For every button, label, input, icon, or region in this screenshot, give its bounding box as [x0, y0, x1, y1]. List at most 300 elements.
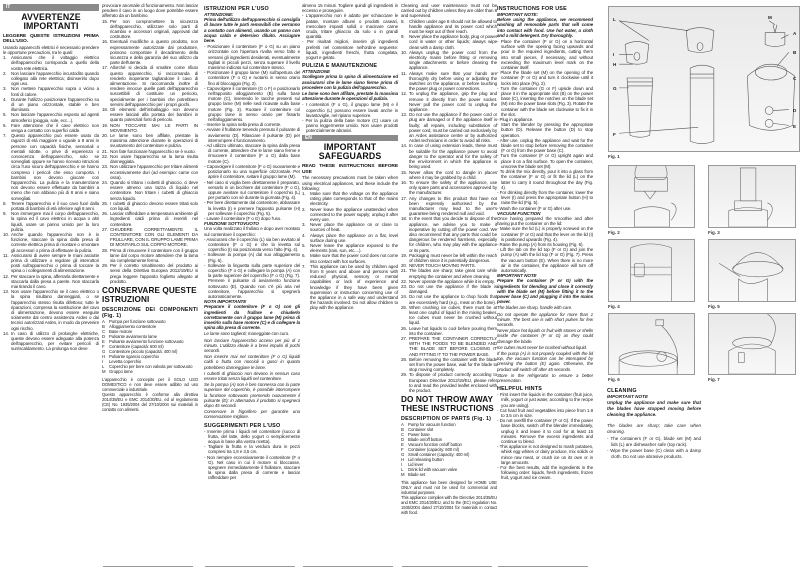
item-text: To dispose of product correctly according to European Directive 2012/19/EU, please refer to and read the provided leaflet enclosed with the product. — [409, 372, 497, 394]
part-letter: D — [102, 333, 106, 339]
numbered-item — [3, 211, 99, 232]
item-text: Always place the appliance on a flat, level surface during use. — [310, 232, 398, 243]
item-text: Non usare l'apparecchio se la lama risulta danneggiata. — [110, 153, 198, 165]
item-text: Before removing the container with the blade set from the power base, wait for the blade to stop moving completely. — [409, 356, 497, 373]
item-number: 2. — [302, 206, 306, 212]
numbered-item — [3, 97, 99, 113]
part-label-g: G — [613, 86, 617, 91]
item-text: Non lasciare l'apparecchio esposto ad agenti atmosferici (pioggia, sole, ecc...). — [11, 112, 99, 123]
item-text: Vacuum function on/off button — [408, 442, 462, 448]
part-label-m: M — [768, 15, 772, 20]
numbered-item — [102, 65, 198, 107]
item-text: Do not use the appliance if the power cord or plug are damaged or if the appliance itself is faulty; all repairs, including substitution of power cord, must be carried out exclusively by an Ardes assistance centre or by authorized Ardes technicians in order to avoid all risks. — [409, 112, 497, 144]
item-text: Always make sure that your hands are thoroughly dry before using or adjusting the switches on the appliance, or before touching the power plug or power connections. — [409, 70, 497, 92]
paragraph: Non inserire mai nel contenitore (F o G) liquidi caldi o frutta con noccioli o gusci in quanto potrebbero danneggiare le lame. — [204, 354, 300, 370]
numbered-item — [3, 112, 99, 122]
subheading: PULIZIA E MANUTENZIONE — [302, 63, 378, 70]
item-number: 1. — [3, 55, 7, 61]
item-text: Packaging must never be left within the reach of children since it is potentially dangerous. — [409, 252, 497, 263]
item-text: Questo apparecchio può essere usato da ragazzi di età maggiore o uguale a 8 anni in persone con capacità fisiche, sensoriali o mentali ridotte, o prive di esperienza o conoscenza dell'apparecchio, solo se sorvegliati oppure se hanno ricevuto istruzioni circa l'uso sicuro dell'apparecchio e se hanno compreso i pericoli che esso comporta. I bambini non devono giocare con l'apparecchio. La pulizia e la manutenzione non devono essere effettuate da bambini a meno che non abbiano più di 8 anni e siano sorvegliati. — [11, 133, 99, 201]
paragraph: - Per la pulizia della base motore (C) usare un panno leggermente umido. Non usare prodotti potenzialmente abrasivi. — [302, 118, 398, 134]
item-number: 18. — [401, 216, 407, 222]
part-label-c: C — [793, 76, 797, 81]
part-label-f: F — [613, 132, 616, 137]
item-number: 3. — [3, 86, 7, 92]
item-number: 21. — [102, 148, 108, 154]
item-text: Prima di rimuovere il contenitore con il gruppo lame dal corpo motore attendere che la lama sia completamente ferma. — [110, 247, 198, 263]
language-tag: EN — [302, 135, 398, 142]
item-number: 8. — [401, 18, 405, 24]
item-number: 11. — [3, 252, 9, 258]
numbered-item — [302, 207, 398, 223]
divider — [205, 566, 295, 567]
item-text: Do not use the appliance if the blade is damaged. — [409, 283, 497, 295]
item-text: To ensure the safety of the appliance, use only spare parts and accessories approved by the manufacturer. — [409, 179, 497, 196]
item-text: Per staccare la spina, afferrarla direttamente e staccarla dalla presa a parete. Non staccarla mai tirando il cavo. — [11, 273, 99, 290]
paragraph: Se la pompa (A) non è ben connessa con la parte superiore del coperchio, è possibile interrompere la funzione sottovuoto premendo nuovamente il pulsante (E); in alternativa il prodotto si spegnerà dopo 45 secondi. — [204, 382, 300, 409]
part-letter: I — [401, 462, 403, 468]
item-text: Children under age 8 should not be allowed to handle appliance and its power cord which must be kept out of their reach. — [409, 18, 497, 35]
paragraph: - For the best results, add the ingredients in the following order: liquids, fresh ingredients, frozen fruit, yogurt and ice cream. — [497, 465, 593, 481]
item-number: 28. — [401, 356, 407, 362]
paragraph: - Posizionare il contenitore (F o G) su un piano orizzontale con l'apertura rivolta verso l'alto e versarvi gli ingredienti desiderati, eventualmente tagliati in piccoli pezzi, senza superare il livello massimo indicato sul contenitore stesso. — [204, 44, 300, 71]
figure-1-parts-diagram — [608, 6, 800, 152]
text-column-2 — [102, 3, 198, 412]
item-text: I cubetti di ghiaccio devono essere tritati solo con liquidi. — [110, 200, 198, 211]
numbered-item — [102, 39, 198, 65]
item-number: 13. — [401, 112, 407, 118]
item-text: Eventuali modifiche a questo prodotto, non espressamente autorizzate dal produttore, possono comportare il decadimento della sicurezza e della garanzia del suo utilizzo da parte dell'utente. — [110, 39, 198, 66]
part-list-item — [401, 472, 497, 477]
part-letter: G — [102, 348, 106, 354]
section-title: CONSERVARE QUESTE ISTRUZIONI — [102, 285, 197, 304]
text-column-4 — [302, 3, 398, 311]
paragraph: - Inserire la spina nella presa di corrente. — [204, 122, 282, 128]
item-text: Never leave the appliance unattended when connected to the power supply; unplug it after every use. — [310, 206, 398, 222]
paragraph: - Nel caso si voglia bere direttamente il preparato, versarlo in un bicchiere dal contenitore (F o G), oppure avvitare sul contenitore il coperchio (L) per portarlo con sé durante la giornata (Fig. 4). — [204, 179, 300, 201]
item-text: PREPARE THE CONTAINER CORRECTLY WITH THE FOODS TO BE BLENDED AND THE BLADE SET BEFORE CLOSING IT AND FITTING IT TO THE POWER BASE. — [409, 336, 497, 357]
item-text: In caso di utilizzo di prolunghe elettriche, queste devono essere adeguate alla potenza dell'apparecchio, per evitare pericoli di surriscaldamento. La prolunga non deve — [11, 330, 99, 352]
part-letter: F — [401, 447, 404, 453]
item-text: Assicurarsi di avere sempre le mani asciutte prima di utilizzare o regolare gli interruttori posti sull'apparecchio o prima di toccare la spina o i collegamenti di alimentazione. — [11, 252, 99, 274]
item-text: Small container (capacity: 400 ml) — [408, 452, 470, 458]
item-text: Gli elementi dell'imballaggio non devono essere lasciati alla portata dei bambini in quanto potenziali fonti di pericolo. — [110, 107, 198, 123]
item-number: 14. — [401, 143, 407, 149]
paragraph: - Do not overfill the container (F or G). If the power base blocks, switch off the blender immediately, unplug it and leave it to cool for at least 15 minutes. Remove the excess ingredients and continue to blend. — [497, 418, 593, 445]
numbered-item — [102, 227, 198, 248]
item-number: 23. — [102, 164, 108, 170]
item-text: Non lasciare l'apparecchio incustodito quando collegato alla rete elettrica; disinserirlo dopo ogni uso. — [11, 70, 99, 87]
item-number: 29. — [102, 263, 108, 269]
item-text: Per non compromettere la sicurezza dell'apparecchio, utilizzare solo parti di ricambio e accessori originali, approvati dal costruttore. — [110, 18, 198, 40]
paragraph: Conservare in frigorifero per garantire una conservazione migliore. — [204, 409, 300, 420]
part-label-h: H — [613, 62, 617, 67]
item-text: Pulsante avviamento lame — [109, 333, 157, 339]
item-number: 8. — [3, 200, 7, 206]
numbered-item — [3, 86, 99, 96]
item-text: Non usare l'apparecchio se il cavo elettrico o la spina risultano danneggiati, o se l'apparecchio stesso risulta difettoso; tutte le riparazioni, compresa la sostituzione del cavo di alimentazione, devono essere eseguite solamente dal centro assistenza Ardes o dai tecnici autorizzati Ardes, in modo da prevenire ogni rischio. — [11, 289, 99, 331]
figure-6 — [608, 313, 695, 375]
paragraph: Do not operate the appliance for more than 1 minute. The best use is with short pulses for few seconds. — [497, 311, 593, 327]
cleaning-sharp-note: The blades are sharp; take care when cleaning. — [607, 423, 701, 434]
paragraph: - Inserire prima i liquidi nel contenitore (succo di frutta, del latte, dello yogurt o semplicemente acqua in base alla vostra ricetta). — [204, 428, 300, 445]
cleaning-item: - The containers (F or G), blade set (M) and lids (L) are dishwasher safe (top rack). — [607, 436, 701, 447]
paragraph: Le lame sono ben affilate, prestate la massima attenzione durante le operazioni di pulizia. — [302, 91, 398, 102]
item-text: Pulsante sgancio coperchio — [109, 353, 159, 359]
paragraph: Prepare the container (F or G) with the ingredients for blending and close it correctly with the blade set (M) before fitting it to the power base (C) and plugging it into the mains power. — [497, 278, 593, 305]
item-text: Base motore — [109, 328, 133, 334]
subheading: NOTA IMPORTANTE — [204, 299, 247, 305]
part-letter: B — [401, 427, 404, 433]
subheading: DESCRIPTION OF PARTS (Fig. 1) — [401, 416, 492, 423]
figure-5-caption: Fig. 5 — [708, 304, 720, 309]
paragraph: - Make sure the lid (L) is properly screwed on the container (F or G) and that the lever on the lid (I) is positioned upwards (Fig. 4). — [497, 226, 593, 242]
item-number: 28. — [102, 247, 108, 253]
item-number: 16. — [401, 179, 407, 185]
divider — [402, 566, 492, 567]
numbered-item — [401, 170, 497, 180]
paragraph: - Start the blender by pressing the appropriate button (D). Release the button (D) to stop operation. — [497, 122, 593, 138]
subheading: VACUUM FUNCTION — [497, 210, 541, 216]
part-letter: I — [102, 358, 104, 364]
numbered-item — [401, 336, 497, 357]
numbered-item — [102, 123, 198, 133]
item-number: 25. — [102, 200, 108, 206]
part-label-l: L — [613, 17, 616, 22]
item-text: Blade on/off button — [408, 437, 443, 443]
numbered-item — [3, 123, 99, 133]
part-letter: E — [401, 442, 404, 448]
item-text: Per il corretto smaltimento del prodotto ai sensi della Direttiva Europea 2012/19/EU si prega leggere l'apposito foglietto allegato al prodotto. — [110, 263, 198, 284]
item-number: 13. — [3, 289, 9, 295]
numbered-item — [401, 326, 497, 336]
item-text: The blades are sharp; take great care while emptying the container and when cleaning. — [409, 268, 497, 279]
paragraph: Scollegare prima la spina di alimentazione ed assicurarsi che le lame siano ferme prima di procedere con la pulizia dell'apparecchio. — [302, 74, 398, 90]
item-text: Assicurarsi che il voltaggio elettrico dell'apparecchio corrisponda a quello della vostra rete elettrica. — [11, 55, 99, 71]
divider — [103, 566, 193, 567]
paragraph: Preparare il contenitore (F o G) con gli ingredienti da frullare e chiuderlo correttamente con il gruppo lame (M) prima di inserirlo sulla base motore (C) e di collegare la spina alla presa di corrente. — [204, 304, 300, 331]
item-text: Alloggiamento contenitore — [109, 323, 157, 329]
item-text: CHIUDERE CORRETTAMENTE IL CONTENITORE CON GLI ELEMENTI DA FRULLARE, CON IL GRUPPO LAME PRIMA DI MONTARLO SUL CORPO MOTORE. — [110, 226, 198, 248]
item-text: Quando si tritano i cubetti di ghiaccio, ci deve essere almeno una tazza di liquido nel contenitore. Non tritare i cubetti di ghiaccio senza liquido. — [110, 179, 198, 201]
paragraph: - Cut hard fruit and vegetables into piece from 1.8 to 3.5 cm in size. — [497, 407, 593, 419]
paragraph: Never place hot liquids or fruit with stones or shells inside the container (F or G) as they could damage the blade. — [497, 328, 593, 344]
numbered-item — [102, 133, 198, 149]
item-text: Le lame sono ben affilate, prestate la massima attenzione durante le operazioni di svuotamento del contenitore e pulizia. — [110, 133, 198, 149]
item-text: Never allow the cord to dangle in places where it may be grabbed by a child. — [409, 169, 497, 180]
item-number: 17. — [401, 195, 407, 201]
numbered-item — [401, 196, 497, 217]
item-number: 12. — [401, 91, 407, 97]
numbered-item — [3, 55, 99, 71]
item-text: Contenitore piccolo (capacità: 400 ml) — [109, 348, 178, 354]
paragraph: Non lasciare l'apparecchio acceso per più di 1 minuto. L'utilizzo ideale è a brevi impulsi di pochi secondi. — [204, 337, 300, 353]
item-number: 18. — [102, 107, 108, 113]
part-letter: A — [102, 318, 105, 324]
numbered-item — [3, 331, 99, 352]
paragraph: - Place the container (F or G) on a horizontal surface with the opening facing upwards and pour in the required ingredients, cutting them into small pieces, if necessary, and without exceeding the maximum level mark on the container itself. — [497, 39, 593, 71]
numbered-item — [401, 305, 497, 326]
item-text: In the event that you decide to dispose of the appliance, we advise you to make it inoperative by cutting off the power cord. We also recommend that any parts that could be dangerous be rendered harmless, especially for children, who may play with the appliance or its parts. — [409, 216, 497, 253]
section-title: IMPORTANT SAFEGUARDS — [318, 142, 382, 162]
paragraph: Cleaning and user maintenance must not be carried out by children unless they are older than 8 and supervised. — [401, 3, 497, 19]
item-text: Non immergere mai il corpo dell'apparecchio, la spina ed il cavo elettrico in acqua o altri liquidi, usare un panno umido per la loro pulizia. — [11, 211, 99, 232]
numbered-item — [401, 91, 497, 112]
paragraph: Once having prepared the smoothie and after having put the container on the lid: — [497, 215, 593, 227]
paragraph: - To drink the mix directly, pour it into a glass from the container (F or G) or fit the lid (L) on the latter to carry it round throughout the day (Fig. 4). — [497, 169, 593, 190]
item-number: 29. — [401, 372, 407, 378]
subheading: ATTENZIONE: — [204, 12, 234, 17]
item-number: 10. — [3, 232, 9, 237]
numbered-item — [3, 133, 99, 201]
numbered-item — [102, 263, 198, 284]
paragraph: - After use, unplug the appliance and wait for the blade set to stop before removing the container (F or G) from the power base (C). — [497, 137, 593, 154]
item-number: 26. — [102, 211, 108, 217]
paragraph: Una volta realizzato il frullato e dopo aver montato sul contenitore il coperchio: — [204, 226, 300, 237]
part-letter: C — [401, 432, 405, 438]
part-letter: L — [102, 363, 105, 369]
paragraph: I cubetti di ghiaccio non devono in nessun caso essere tritati senza liquidi nel contenitore. — [204, 370, 300, 382]
cleaning-note-label: IMPORTANT NOTE — [607, 394, 648, 399]
paragraph: This appliance has been designed for HOME USE ONLY and must not be used for commercial and industrial purposes. — [401, 480, 497, 496]
text-column-5 — [401, 3, 497, 515]
text-column-3 — [204, 3, 300, 481]
item-text: Always unplug the power cord from the electricity mains before fitting or removing single attachments or before cleaning the appliance. — [409, 49, 497, 71]
figure-5 — [708, 239, 796, 302]
item-text: Fare attenzione che il cavo elettrico non venga a contatto con superfici calde. — [11, 122, 99, 133]
divider — [303, 566, 393, 567]
numbered-item — [102, 107, 198, 123]
paragraph: Store in the refrigerator to ensure a better preservation. — [497, 372, 593, 384]
item-number: 26. — [401, 325, 407, 331]
subheading: HELPFUL HINTS — [497, 386, 543, 393]
part-label-e: E — [793, 124, 797, 129]
item-number: 24. — [102, 179, 108, 185]
subheading: DESCRIZIONE DEI COMPONENTI (Fig. 1) — [102, 306, 198, 319]
numbered-item — [302, 191, 398, 207]
section-title: DO NOT THROW AWAY THESE INSTRUCTIONS — [401, 395, 494, 414]
numbered-item — [401, 180, 497, 196]
item-text: Make sure that the voltage on the appliance rating plate corresponds to that of the mains electricity. — [310, 190, 398, 207]
part-letter: E — [102, 338, 105, 344]
item-text: Lid lever — [408, 462, 424, 468]
item-text: In case of using extension leads, these must be suitable for the appliance power to avoid danger to the operator and for the safety of the environment in which the appliance is being used. — [409, 143, 497, 170]
paragraph: Usando apparecchi elettrici è necessario prendere le opportune precauzioni, tra le quali: — [3, 44, 99, 55]
figure-1-caption: Fig. 1 — [608, 154, 620, 159]
numbered-item — [401, 19, 497, 35]
numbered-item — [302, 264, 398, 311]
numbered-item — [401, 372, 497, 393]
item-text: Never operate the appliance while it is empty. — [409, 278, 495, 284]
divider — [498, 566, 588, 567]
paragraph: - Non riempire eccessivamente il contenitore (F o G). Nel caso in cui il motore si bloccasse, spegnere immediatamente il frullatore, staccare la spina dalla presa di corrente e lasciar raffreddare per — [204, 454, 300, 481]
item-number: 17. — [102, 65, 108, 71]
item-text: Tenere l'apparecchio e il suo cavo fuori dalla portata di bambini di età inferiore agli 8 anni. — [11, 200, 99, 211]
numbered-item — [302, 253, 398, 263]
part-label-i: I — [613, 52, 615, 57]
numbered-item — [401, 143, 497, 169]
paragraph: - Plug in appliance. — [497, 117, 534, 123]
numbered-item — [3, 289, 99, 331]
paragraph: - Wash the container (F or G) after use. — [497, 205, 572, 211]
part-letter: M — [102, 368, 106, 374]
item-text: Non mettere l'apparecchio sopra o vicino a fonti di calore. — [11, 86, 99, 97]
paragraph: - Per risultati migliori, inserire gli ingredienti preferiti nel contenitore nell'ordine seguente: liquidi, ingredienti freschi, frutta congelata, yogurt e gelato. — [302, 39, 398, 61]
item-number: 15. — [102, 18, 108, 24]
figure-2-caption: Fig. 2 — [608, 230, 620, 235]
paragraph: - Per bere direttamente dal contenitore, abbassare la levetta (I) e premere l'apposito pulsante (H) per sollevare il coperchio (Fig. 5). — [204, 200, 300, 216]
item-text: Pump for vacuum function — [408, 422, 456, 428]
paragraph: - Raise the pump (A) from its housing (Fig. 6). — [497, 241, 584, 247]
subheading: ISTRUZIONI PER L'USO — [204, 6, 269, 12]
item-number: 25. — [401, 304, 407, 310]
item-number: 19. — [102, 122, 108, 128]
item-text: Power base — [408, 432, 430, 438]
part-letter: H — [401, 457, 405, 463]
paragraph: - Place the blade set (M) on the opening of the container (F or G) and turn it clockwise until it locks into place (Fig. 2). — [497, 70, 593, 86]
item-text: Container (capacity: 600 ml) — [408, 447, 459, 453]
item-text: Levetta coperchio — [109, 358, 142, 364]
part-list-item — [102, 369, 198, 374]
figure-7-caption: Fig. 7 — [708, 377, 720, 382]
part-letter: C — [102, 328, 106, 334]
paragraph: Le lame sono taglienti; maneggiate con cura. — [204, 331, 290, 337]
paragraph: - First insert the liquids in the container (fruit juice, milk, yogurt or just water, according to the recipe you are using). — [497, 392, 593, 408]
paragraph: - Turn the container (F or G) upright again and place it on a flat surface. To open the container, unscrew the blade set (M). — [497, 153, 593, 169]
subheading: LEGGERE QUESTE ISTRUZIONI PRIMA DELL'USO. — [3, 33, 99, 45]
part-letter: D — [401, 437, 405, 443]
item-number: 9. — [401, 34, 405, 40]
text-column-6 — [497, 3, 593, 481]
paragraph: - This appliance is not designed to mash potatoes, whisk egg whites or dairy produce, mix solids or mince raw meat, or crush ice on its own or in large amounts. — [497, 444, 593, 465]
paragraph: L'apparecchio è concepito per il SOLO USO DOMESTICO e non deve essere adibito ad uso commerciale o industriale. — [102, 376, 198, 392]
part-label-b: B — [793, 50, 797, 55]
paragraph: - L'apparecchio non è adatto per schiacciare le patate, montare albumi o prodotti caseari, mescolare impasti solidi o macinare carne cruda, tritare ghiaccio da solo o in grandi quantità. — [302, 13, 398, 40]
item-number: 3. — [302, 222, 306, 228]
subheading: SUGGERIMENTI PER L'USO — [204, 422, 281, 429]
item-number: 20. — [401, 263, 407, 269]
numbered-item — [3, 274, 99, 290]
part-letter: F — [102, 343, 105, 349]
item-number: 10. — [401, 49, 407, 55]
section-title: AVVERTENZE IMPORTANTI — [21, 11, 81, 31]
paragraph: Ice cubes must never be crushed without liquid. — [497, 344, 588, 350]
numbered-item — [3, 71, 99, 87]
paragraph: Before using the appliance, we recommend washing all removable parts that will come into contact with food. Use hot water, a cloth and a mild detergent. Dry thoroughly. — [497, 17, 593, 38]
item-number: 20. — [102, 133, 108, 139]
item-text: Never place the appliance on or close to sources of heat. — [310, 222, 398, 233]
item-text: NON TOCCARE MAI LE PARTI IN MOVIMENTO. — [110, 122, 198, 133]
figure-3-caption: Fig. 3 — [708, 230, 720, 235]
cleaning-warning: Unplug the appliance and make sure that the blades have stopped moving before cleaning the appliance. — [607, 400, 701, 417]
text-column-1 — [3, 3, 99, 352]
item-text: Anche quando l'apparecchio non è in funzione, staccare la spina dalla presa di corrente elettrica prima di montare o smontare gli accessori o prima di effettuare la pulizia. — [11, 232, 99, 253]
paragraph: - Sollevare la pompa (A) dal suo alloggiamento (Fig. 6). — [204, 252, 300, 263]
item-text: Pompa per funzione sottovuoto — [109, 318, 166, 324]
numbered-item — [3, 253, 99, 274]
item-text: Durante l'utilizzo posizionare l'apparecchio su di un piano orizzontale, stabile e ben illuminato. — [11, 96, 99, 113]
subheading: FUNZIONE SOTTOVUOTO — [204, 221, 259, 227]
subheading: INSTRUCTIONS FOR USE — [497, 6, 567, 12]
numbered-item — [401, 34, 497, 50]
item-text: Coperchio per bere con valvola per sottovuoto — [109, 363, 193, 369]
part-letter: M — [401, 472, 405, 478]
paragraph: The necessary precautions must be taken when using electrical appliances, and these include the following: — [302, 175, 398, 191]
paragraph: - Ad utilizzo ultimato, staccare la spina dalla presa di corrente, attendere che le lame siano ferme e rimuovere il contenitore (F o G) dalla base motore (C). — [204, 143, 300, 164]
item-number: 23. — [401, 283, 407, 289]
item-number: 21. — [401, 268, 407, 274]
numbered-item — [401, 50, 497, 71]
cleaning-item: - Wipe the power base (C) clean with a damp cloth. Do not use abrasive products. — [607, 448, 701, 459]
part-label-a: A — [793, 31, 797, 36]
item-text: Container slot — [408, 427, 434, 433]
subheading: ATTENZIONE — [302, 69, 331, 75]
paragraph: provocare anomalie di funzionamento. Non lasciar pendere il cavo in un luogo dove potrebbe essere afferrato da un bambino. — [102, 3, 198, 19]
subheading: IMPORTANT NOTE: — [497, 12, 538, 17]
part-letter: L — [401, 467, 404, 473]
numbered-item — [401, 294, 497, 304]
item-text: Lasciar raffreddare a temperatura ambiente gli ingredienti caldi prima di inserirli nel contenitore. — [110, 211, 198, 227]
item-number: 12. — [3, 273, 9, 279]
numbered-item — [302, 243, 398, 253]
item-text: Contenitore (capacità: 600 ml) — [109, 343, 164, 349]
paragraph: - Posizionare il gruppo lame (M) sull'apertura del contenitore (F o G) e ruotarlo in senso orario fino al bloccaggio (Fig. 2). — [204, 70, 300, 86]
item-number: 5. — [302, 243, 306, 248]
item-number: 7. — [3, 133, 7, 139]
item-text: Never place the appliance body, plug or power cord in water or other liquids; always wipe clean with a damp cloth. — [409, 34, 497, 50]
paragraph: - Capovolgere il contenitore (G o F) e posizionarlo nell'apposito alloggiamento (B) sulla base motore (C), inserendo le tacche presenti sul gruppo lame (M) nelle sedi ricavate sulla base motore (Fig. 3). Ruotare il contenitore col gruppo lame in senso orario per fissarlo nell'alloggiamento. — [204, 85, 300, 123]
numbered-item — [302, 233, 398, 243]
part-label-d: D — [793, 108, 797, 113]
item-text: Non fate funzionare l'apparecchio se è vuoto. — [110, 148, 196, 154]
item-number: 22. — [102, 153, 108, 159]
item-number: 4. — [3, 96, 7, 102]
part-letter: B — [102, 323, 105, 329]
paragraph: Prima dell'utilizzo dell'apparecchio si consiglia di lavare tutte le parti removibili che verranno a contatto con alimenti, usando un panno con acqua calda e detersivo diluito. Asciugare bene. — [204, 17, 300, 44]
item-text: Any changes to this product that have not been expressly authorised by the manufacturer may lead to the user's guarantee being rendered null and void. — [409, 195, 497, 217]
paragraph: This appliance complies with the Directive 2014/35/EU and EMC 2014/30/EU, and to the (EC) regulation No. 1935/2004 dated 27/10/2004 for materials in contact with food. — [401, 495, 497, 516]
numbered-item — [401, 357, 497, 373]
item-number: 7. — [302, 263, 306, 269]
figure-3 — [708, 165, 796, 228]
numbered-item — [401, 253, 497, 263]
paragraph: Questo apparecchio è conforme alla direttiva 2014/35/EU e EMC 2014/30/EU, ed al regolamento (CE) No. 1935/2004 del 27/10/2004 sui materiali in contatto con alimenti. — [102, 391, 198, 412]
paragraph: - Capovolgere il contenitore (F o G) nuovamente e posizionarlo su una superficie orizzontale. Per aprire il contenitore, svitare il gruppo lame (M). — [204, 163, 300, 180]
item-number: 4. — [302, 232, 306, 238]
numbered-item — [401, 284, 497, 294]
paragraph: - Avviare il frullatore tenendo premuto il pulsante di avviamento (D). Rilasciare il pulsante (D) per interrompere il funzionamento. — [204, 127, 300, 143]
numbered-item — [3, 232, 99, 253]
item-text: Gruppo lame — [109, 368, 133, 374]
cleaning-section — [607, 388, 701, 460]
item-text: When crushing ice cubes, there must be at least one capful of liquid in the mixing beaker. Ice cubes must never be crushed without liquid. — [409, 304, 497, 326]
paragraph: - Sollevare la linguetta sulla parte superiore del coperchio (F o G) e collegare la pompa (A) con la parte superiore del coperchio (F o G) (Fig. 7). Premere il pulsante di avviamento funzione sottovuoto (E). Quando non c'è più aria nel contenitore, l'apparecchio si spegnerà automaticamente. — [204, 262, 300, 299]
subheading: READ THESE INSTRUCTIONS BEFORE USE — [302, 164, 398, 175]
item-number: 24. — [401, 294, 407, 300]
numbered-item — [102, 201, 198, 211]
paragraph: almeno 15 minuti. Togliere quindi gli ingredienti in eccesso e proseguire. — [302, 3, 398, 14]
numbered-item — [401, 71, 497, 92]
part-letter: G — [401, 452, 405, 458]
figure-6-caption: Fig. 6 — [608, 377, 620, 382]
numbered-item — [3, 201, 99, 211]
item-number: 5. — [3, 112, 7, 118]
item-text: Non utilizzare l'apparecchio per tritare alimenti eccessivamente duri (ad esempio: carne con ossa). — [110, 164, 198, 180]
figure-2 — [608, 165, 695, 228]
paragraph: - Lavare il contenitore (F o G) dopo l'uso. — [204, 215, 282, 221]
part-letter: A — [401, 422, 404, 428]
subheading: IMPORTANT NOTE — [497, 273, 537, 279]
